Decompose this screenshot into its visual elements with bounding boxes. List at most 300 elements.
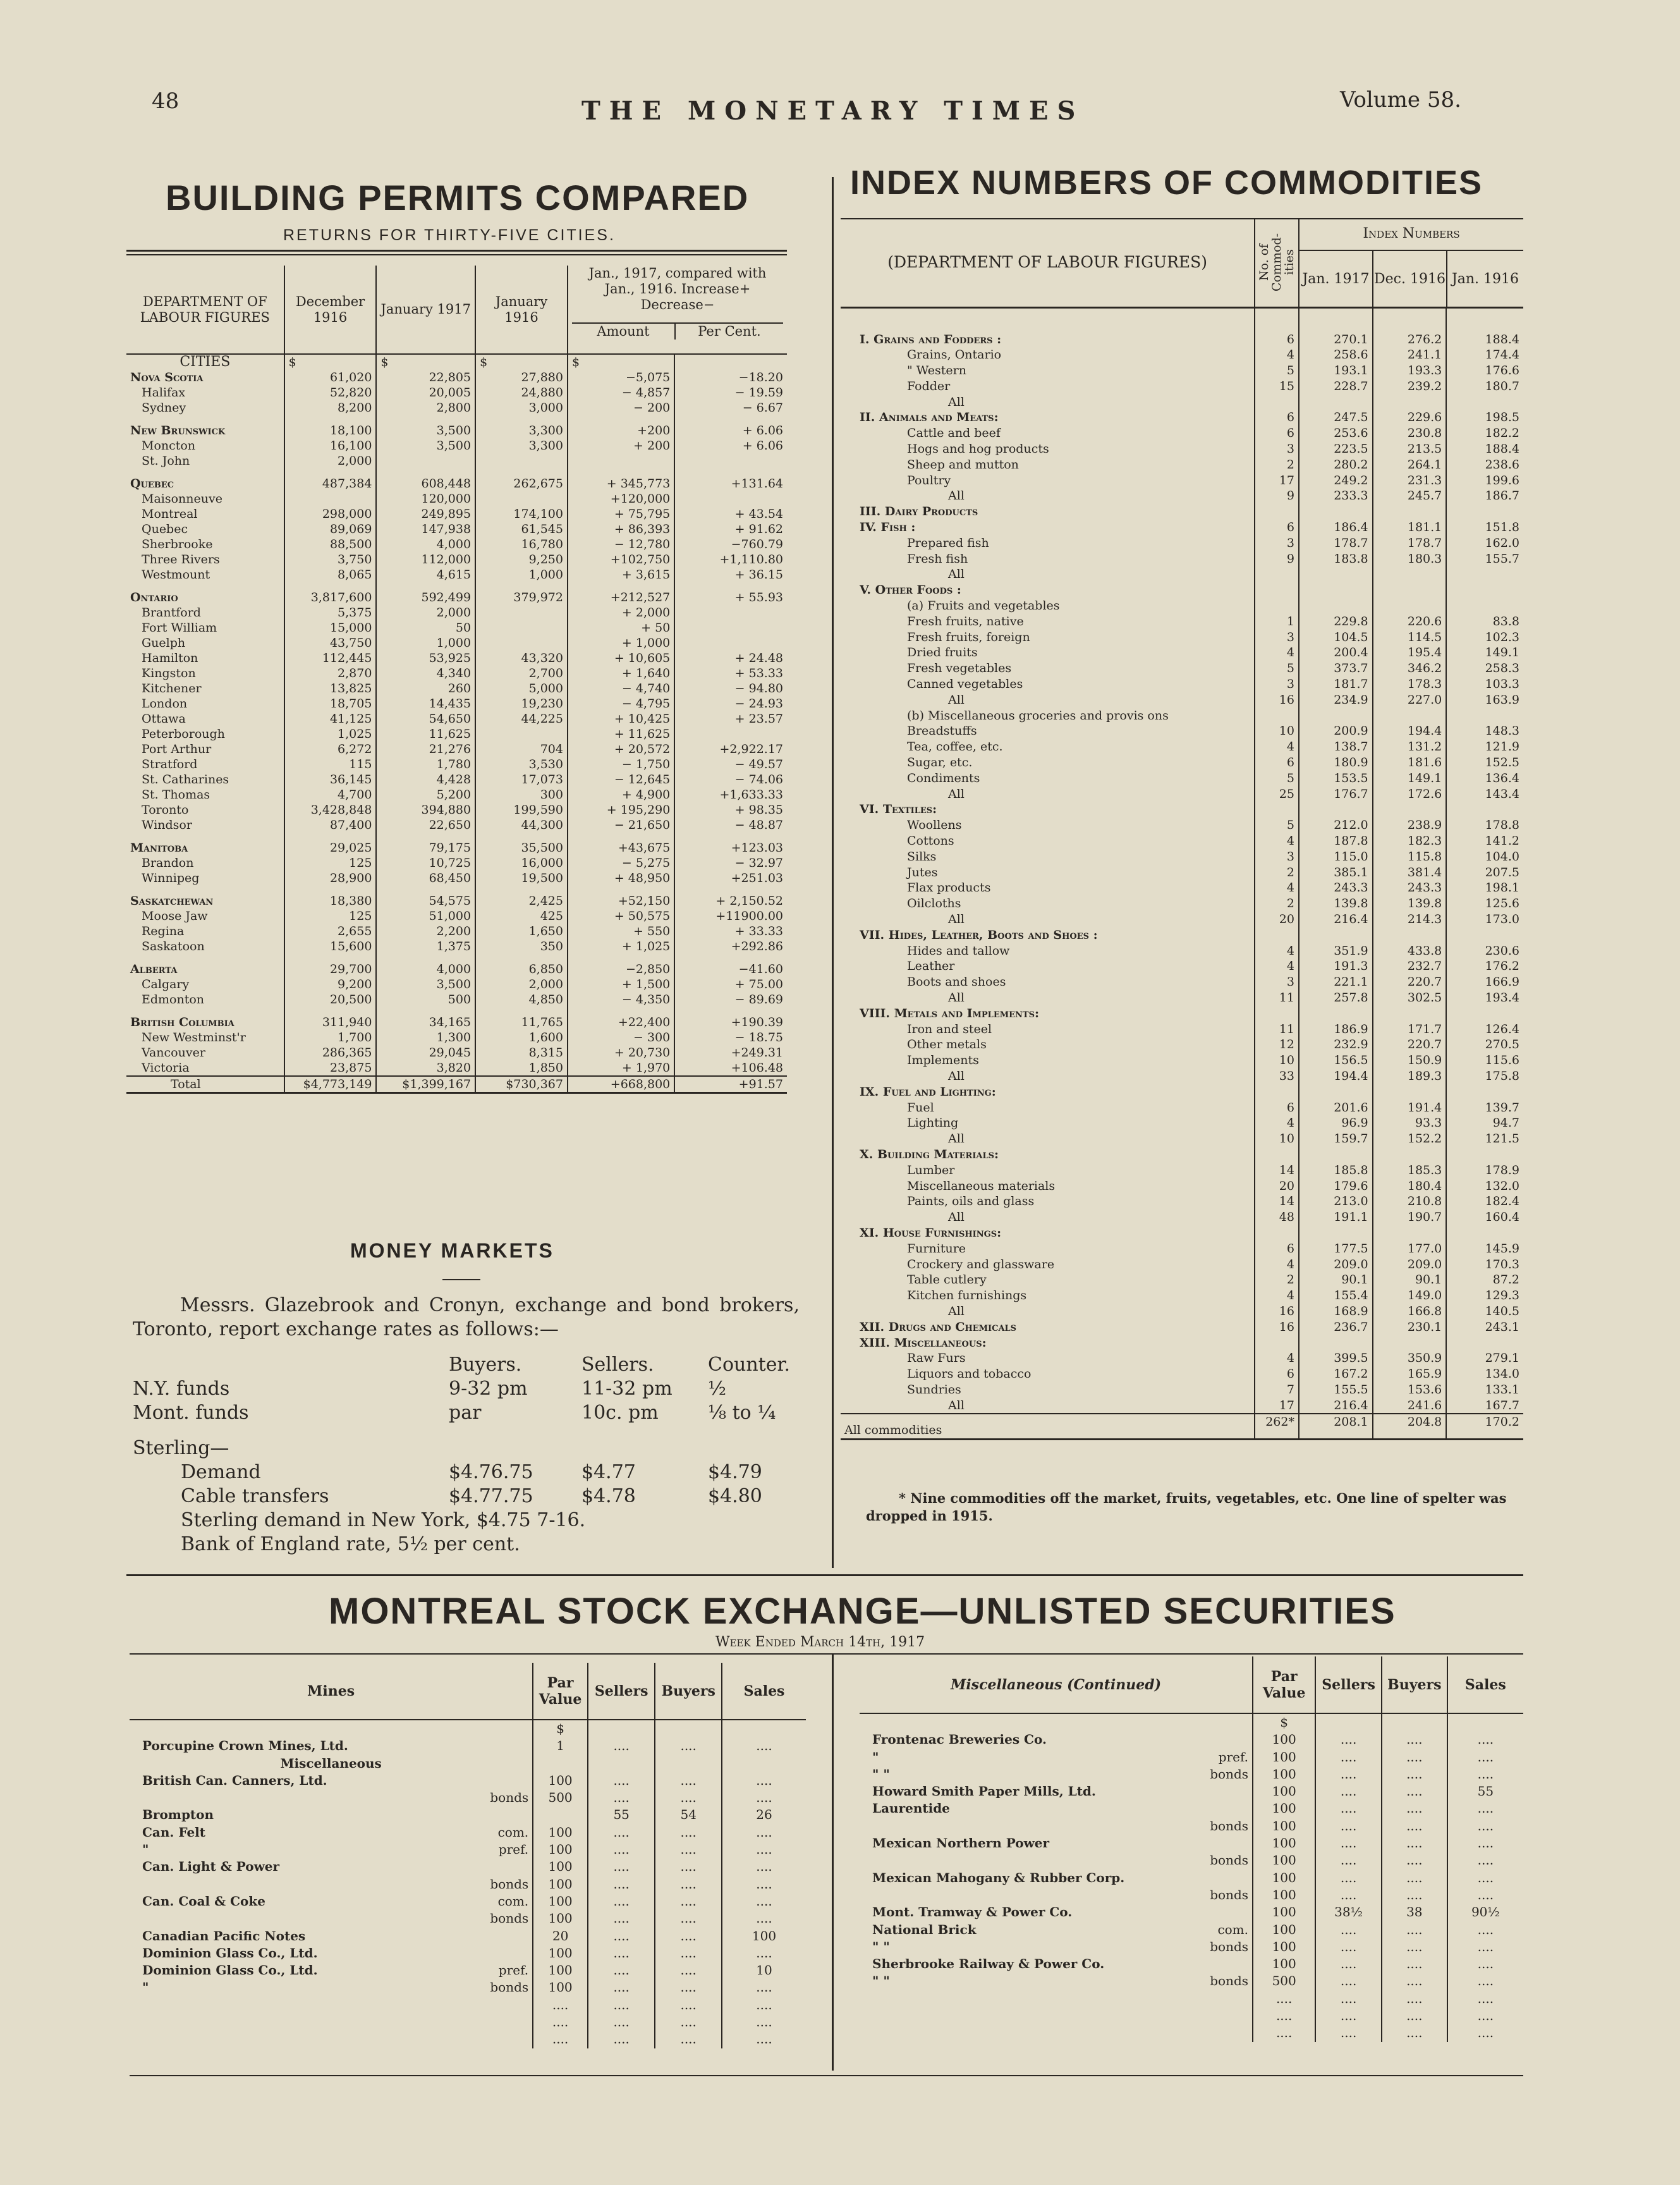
- ul-buyers: ....: [1382, 1818, 1447, 1835]
- ix-jan17: 180.9: [1299, 755, 1373, 771]
- ix-row-label: Prepared fish: [907, 536, 989, 550]
- ix-dec16: 229.6: [1373, 410, 1447, 425]
- bp-percent-value: +1,633.33: [674, 787, 787, 802]
- ul-sellers: ....: [588, 1772, 655, 1789]
- ul-left-row: [130, 1806, 806, 1823]
- ul-sales: ....: [722, 2014, 806, 2031]
- ix-jan17: [1299, 566, 1373, 582]
- ul-sales: ....: [1447, 1938, 1523, 1955]
- bp-city-name: Kingston: [142, 666, 196, 680]
- bp-amount-value: − 4,350: [568, 992, 674, 1007]
- bp-jan17-value: 22,650: [376, 817, 475, 833]
- ix-count: 2: [1255, 865, 1299, 881]
- ix-jan17: 253.6: [1299, 425, 1373, 441]
- mm-funds-buyers: 9-32 pm: [449, 1378, 528, 1400]
- ix-item-row: [841, 488, 1523, 504]
- bp-province-row: [126, 886, 787, 909]
- ix-jan17: 221.1: [1299, 974, 1373, 990]
- ix-row-label: Poultry: [907, 473, 951, 487]
- bp-city-name: St. John: [142, 454, 190, 468]
- bp-dec-value: 29,700: [284, 954, 377, 977]
- ul-sales: 10: [722, 1962, 806, 1979]
- bp-amount-value: + 20,730: [568, 1045, 674, 1060]
- bp-city-name: Sydney: [142, 401, 186, 415]
- ix-jan17: [1299, 504, 1373, 520]
- ul-left-row: [130, 2014, 806, 2031]
- ul-sales: [722, 1720, 806, 1737]
- bp-city-name: New Westminst'r: [142, 1031, 246, 1044]
- ul-buyers: ....: [1382, 1835, 1447, 1852]
- bp-amount-value: + 75,795: [568, 506, 674, 522]
- bp-col-percent: Per Cent.: [674, 324, 783, 340]
- ul-sales: ....: [722, 1997, 806, 2014]
- ul-security-type: [1170, 1783, 1253, 1800]
- ix-dec16: 139.8: [1373, 896, 1447, 912]
- bp-jan16-value: [475, 635, 568, 651]
- bp-source-header: DEPARTMENT OF LABOUR FIGURES: [140, 293, 270, 325]
- ix-jan17: 212.0: [1299, 817, 1373, 833]
- ul-security-type: com.: [1217, 1921, 1249, 1937]
- ix-dec16: 214.3: [1373, 912, 1447, 927]
- ix-dec16: [1373, 1147, 1447, 1163]
- bp-jan16-value: 1,850: [475, 1060, 568, 1076]
- bp-amount-value: + 48,950: [568, 871, 674, 886]
- bp-amount-value: −2,850: [568, 954, 674, 977]
- ul-par-value: 100: [1253, 1852, 1315, 1869]
- ul-buyers: ....: [1382, 1783, 1447, 1800]
- bp-percent-value: − 18.75: [674, 1030, 787, 1045]
- bp-jan17-value: 20,005: [376, 385, 475, 400]
- ul-sales: ....: [1447, 1766, 1523, 1783]
- bp-dec-value: 311,940: [284, 1007, 377, 1030]
- ix-row-label: Hogs and hog products: [907, 442, 1049, 456]
- bp-dec-value: 9,200: [284, 977, 377, 992]
- ix-jan17: 201.6: [1299, 1100, 1373, 1116]
- ix-dec16: 232.7: [1373, 958, 1447, 974]
- ix-row-label: All: [948, 489, 965, 503]
- ix-jan17: 90.1: [1299, 1272, 1373, 1288]
- ix-dec16: 346.2: [1373, 661, 1447, 676]
- bp-percent-value: + 55.93: [674, 582, 787, 605]
- ul-sales: ....: [722, 2031, 806, 2048]
- ix-jan16: [1446, 1225, 1523, 1241]
- ul-sales: 26: [722, 1806, 806, 1823]
- ul-security-type: [446, 1737, 533, 1754]
- bp-city-name: Moose Jaw: [142, 909, 208, 923]
- bp-jan16-value: 199,590: [475, 802, 568, 817]
- ix-dec16: 302.5: [1373, 990, 1447, 1006]
- bp-total-amount: +668,800: [568, 1076, 674, 1093]
- bp-city-name: Sherbrooke: [142, 537, 213, 551]
- ul-sellers: ....: [588, 1979, 655, 1996]
- bp-percent-value: − 24.93: [674, 696, 787, 711]
- ul-right-row: [860, 1818, 1523, 1835]
- ix-dec16: 193.3: [1373, 363, 1447, 379]
- ix-jan16: 121.9: [1446, 739, 1523, 755]
- mm-sterling-sellers: $4.77: [581, 1461, 636, 1483]
- ul-security-name: Mexican Mahogany & Rubber Corp.: [872, 1870, 1125, 1885]
- page-number: 48: [152, 89, 180, 114]
- ix-jan17: 176.7: [1299, 786, 1373, 802]
- bp-province-name: Manitoba: [130, 841, 188, 855]
- ul-security-type: [1170, 1904, 1253, 1921]
- bp-amount-value: +22,400: [568, 1007, 674, 1030]
- ix-count: 6: [1255, 410, 1299, 425]
- unlisted-right-table: [860, 1656, 1523, 2042]
- ix-jan16: 243.1: [1446, 1319, 1523, 1335]
- bp-city-row: [126, 939, 787, 954]
- ix-row-label: All: [948, 692, 965, 707]
- bp-percent-value: +190.39: [674, 1007, 787, 1030]
- ul-sales: ....: [722, 1737, 806, 1754]
- bp-city-row: [126, 400, 787, 415]
- bp-city-name: St. Catharines: [142, 773, 229, 786]
- ul-par-value: 100: [1253, 1818, 1315, 1835]
- ul-security-name: Dominion Glass Co., Ltd.: [142, 1945, 318, 1961]
- bp-city-row: [126, 651, 787, 666]
- ix-item-row: [841, 1194, 1523, 1209]
- ix-footnote: * Nine commodities off the market, fruits, vegetables, etc. One line of spelter was dropped in 1915.: [866, 1490, 1507, 1524]
- ix-jan17: 191.1: [1299, 1209, 1373, 1225]
- ix-count: 9: [1255, 488, 1299, 504]
- ix-jan16: [1446, 582, 1523, 598]
- ul-buyers: ....: [655, 1979, 722, 1996]
- ul-sellers: ....: [1315, 1783, 1382, 1800]
- bp-jan17-value: 112,000: [376, 552, 475, 567]
- bp-jan17-value: 50: [376, 620, 475, 635]
- bp-percent-value: [674, 453, 787, 468]
- ul-buyers: ....: [655, 1824, 722, 1841]
- ix-row-label: All: [948, 990, 965, 1005]
- bp-dec-value: 286,365: [284, 1045, 377, 1060]
- money-markets-title: MONEY MARKETS: [350, 1239, 554, 1262]
- ix-jan16: 129.3: [1446, 1288, 1523, 1304]
- bp-city-row: [126, 817, 787, 833]
- ul-security-type: pref.: [498, 1962, 529, 1978]
- ix-count: 48: [1255, 1209, 1299, 1225]
- bp-jan17-value: 1,375: [376, 939, 475, 954]
- ix-jan16: 94.7: [1446, 1115, 1523, 1131]
- ix-item-row: [841, 473, 1523, 489]
- bp-dec-value: 487,384: [284, 468, 377, 491]
- ul-sales: [722, 1755, 806, 1772]
- bp-city-name: Calgary: [142, 977, 190, 991]
- ix-dec16: 220.7: [1373, 1037, 1447, 1053]
- bp-city-row: [126, 453, 787, 468]
- ul-sales: ....: [1447, 1887, 1523, 1904]
- bp-jan17-value: 500: [376, 992, 475, 1007]
- ix-item-row: [841, 1053, 1523, 1068]
- ul-security-name: [130, 1720, 446, 1737]
- ix-item-row: [841, 1366, 1523, 1382]
- ix-jan16: [1446, 1335, 1523, 1351]
- bp-percent-value: + 24.48: [674, 651, 787, 666]
- ix-jan17: 247.5: [1299, 410, 1373, 425]
- ix-col-count: No. of Commod-ities: [1257, 233, 1297, 292]
- ix-count: [1255, 598, 1299, 614]
- bp-city-name: Saskatoon: [142, 939, 205, 953]
- bp-jan17-value: 3,500: [376, 977, 475, 992]
- ix-row-label: All: [948, 1210, 965, 1225]
- mm-sterling-label: Demand: [181, 1461, 261, 1483]
- ix-dec16: 230.1: [1373, 1319, 1447, 1335]
- ix-row-label: All: [948, 567, 965, 582]
- ul-buyers: ....: [1382, 1938, 1447, 1955]
- ul-sellers: ....: [588, 1962, 655, 1979]
- ix-row-label: Sugar, etc.: [907, 756, 973, 770]
- bp-total-jan16: $730,367: [475, 1076, 568, 1093]
- ix-jan17: 186.4: [1299, 520, 1373, 536]
- ix-col-dec16: Dec. 1916: [1372, 251, 1446, 307]
- ul-security-type: bonds: [1210, 1973, 1249, 1989]
- bp-city-name: Edmonton: [142, 993, 205, 1007]
- ix-count: 17: [1255, 473, 1299, 489]
- bp-dec-value: 2,870: [284, 666, 377, 681]
- ix-item-row: [841, 1398, 1523, 1414]
- ix-count: 16: [1255, 1304, 1299, 1319]
- bp-percent-value: − 48.87: [674, 817, 787, 833]
- bp-province-row: [126, 582, 787, 605]
- ix-jan17: [1299, 708, 1373, 724]
- ix-jan16: 126.4: [1446, 1022, 1523, 1037]
- bp-city-name: Victoria: [142, 1061, 190, 1075]
- ix-dec16: 191.4: [1373, 1100, 1447, 1116]
- ul-right-row: [860, 1904, 1523, 1921]
- ix-dec16: 115.8: [1373, 849, 1447, 865]
- ix-item-row: [841, 395, 1523, 410]
- ul-security-type: [1170, 1713, 1253, 1731]
- bp-jan17-value: 120,000: [376, 491, 475, 506]
- bp-jan17-value: 34,165: [376, 1007, 475, 1030]
- ix-dec16: 178.7: [1373, 536, 1447, 551]
- mm-funds-sellers: 11-32 pm: [581, 1378, 673, 1400]
- mm-funds-row: [133, 1377, 803, 1401]
- ix-count: 5: [1255, 771, 1299, 786]
- bp-dec-value: 89,069: [284, 522, 377, 537]
- ix-row-label: All: [948, 1068, 965, 1083]
- ul-sales: ....: [722, 1945, 806, 1962]
- bp-province-row: [126, 415, 787, 438]
- ix-item-row: [841, 1382, 1523, 1398]
- ix-item-row: [841, 771, 1523, 786]
- bp-percent-value: +249.31: [674, 1045, 787, 1060]
- bp-percent-value: −760.79: [674, 537, 787, 552]
- ix-item-row: [841, 943, 1523, 959]
- bp-jan16-value: 44,300: [475, 817, 568, 833]
- ul-sales: ....: [722, 1824, 806, 1841]
- bp-city-row: [126, 696, 787, 711]
- ul-left-row: [130, 1979, 806, 1996]
- ul-sales: ....: [1447, 1870, 1523, 1887]
- bp-currency: $: [376, 354, 475, 370]
- bp-city-name: Windsor: [142, 818, 192, 832]
- bp-jan17-value: 1,300: [376, 1030, 475, 1045]
- bp-percent-value: + 2,150.52: [674, 886, 787, 909]
- ix-row-label: Breadstuffs: [907, 724, 977, 738]
- ix-count: 12: [1255, 1037, 1299, 1053]
- bp-city-row: [126, 635, 787, 651]
- ix-jan16: 167.7: [1446, 1398, 1523, 1414]
- ix-item-row: [841, 551, 1523, 567]
- ul-security-type: [1170, 2007, 1253, 2024]
- bp-amount-value: + 10,425: [568, 711, 674, 726]
- bp-jan16-value: 8,315: [475, 1045, 568, 1060]
- ix-jan16: 139.7: [1446, 1100, 1523, 1116]
- ul-security-name: ": [142, 1842, 149, 1858]
- bp-dec-value: 29,025: [284, 833, 377, 855]
- ix-dec16: 180.3: [1373, 551, 1447, 567]
- ul-left-row: [130, 1945, 806, 1962]
- ul-security-name: British Can. Canners, Ltd.: [142, 1772, 327, 1788]
- ul-left-row: [130, 1910, 806, 1927]
- ix-item-row: [841, 755, 1523, 771]
- ul-buyers: ....: [655, 1893, 722, 1910]
- ix-jan17: [1299, 1084, 1373, 1100]
- bp-city-name: Regina: [142, 924, 185, 938]
- ul-security-name: [130, 1997, 446, 2014]
- bp-percent-value: − 89.69: [674, 992, 787, 1007]
- ul-sellers: ....: [1315, 1852, 1382, 1869]
- ix-item-row: [841, 833, 1523, 849]
- ix-item-row: [841, 1022, 1523, 1037]
- volume-label: Volume 58.: [1340, 87, 1461, 113]
- bp-dec-value: 5,375: [284, 605, 377, 620]
- bp-jan16-value: 262,675: [475, 468, 568, 491]
- bp-amount-value: − 4,857: [568, 385, 674, 400]
- ix-dec16: 152.2: [1373, 1131, 1447, 1147]
- ul-right-row: [860, 1921, 1523, 1938]
- ix-jan17: 249.2: [1299, 473, 1373, 489]
- bp-jan16-value: 2,000: [475, 977, 568, 992]
- ul-par-value: 500: [1253, 1973, 1315, 1990]
- ix-count: [1255, 1006, 1299, 1022]
- ul-buyers: ....: [1382, 1973, 1447, 1990]
- ix-dec16: 238.9: [1373, 817, 1447, 833]
- ix-row-label: X. Building Materials:: [860, 1147, 999, 1161]
- bp-jan16-value: 3,530: [475, 757, 568, 772]
- ix-row-label: XII. Drugs and Chemicals: [860, 1319, 1017, 1334]
- ul-par-value: 100: [533, 1841, 588, 1858]
- ul-right-row: [860, 1749, 1523, 1766]
- ul-security-name: Can. Felt: [142, 1824, 206, 1840]
- ul-right-row: [860, 2007, 1523, 2024]
- ix-jan17: 229.8: [1299, 614, 1373, 630]
- bp-dec-value: 2,000: [284, 453, 377, 468]
- bp-jan17-value: 14,435: [376, 696, 475, 711]
- ul-security-name: Mont. Tramway & Power Co.: [872, 1904, 1073, 1920]
- ul-left-col-buyers: Buyers: [655, 1663, 722, 1720]
- ul-par-value: 100: [533, 1772, 588, 1789]
- ix-count: 14: [1255, 1163, 1299, 1178]
- ul-security-type: bonds: [1210, 1887, 1249, 1902]
- ix-count: 3: [1255, 974, 1299, 990]
- bp-jan17-value: 249,895: [376, 506, 475, 522]
- ix-jan17: 159.7: [1299, 1131, 1373, 1147]
- ul-par-value: 100: [533, 1962, 588, 1979]
- ix-item-row: [841, 849, 1523, 865]
- ix-count: 14: [1255, 1194, 1299, 1209]
- ix-count: [1255, 566, 1299, 582]
- ix-item-row: [841, 958, 1523, 974]
- mm-funds-sellers: 10c. pm: [581, 1402, 659, 1424]
- ul-par-value: 100: [1253, 1921, 1315, 1938]
- ix-item-row: [841, 566, 1523, 582]
- bp-jan16-value: 1,000: [475, 567, 568, 582]
- ix-row-label: Fodder: [907, 379, 951, 393]
- ul-left-row: [130, 1720, 806, 1737]
- bp-dec-value: 36,145: [284, 772, 377, 787]
- ix-jan16: 136.4: [1446, 771, 1523, 786]
- ul-sellers: ....: [1315, 2024, 1382, 2041]
- ul-buyers: ....: [1382, 1766, 1447, 1783]
- ix-count: 11: [1255, 1022, 1299, 1037]
- bp-amount-value: + 1,500: [568, 977, 674, 992]
- ul-right-row: [860, 1731, 1523, 1748]
- bp-province-name: Nova Scotia: [130, 370, 204, 384]
- bp-jan16-value: 1,600: [475, 1030, 568, 1045]
- bp-dec-value: 4,700: [284, 787, 377, 802]
- bp-amount-value: − 300: [568, 1030, 674, 1045]
- bp-dec-value: 125: [284, 855, 377, 871]
- ul-security-name: [130, 1910, 446, 1927]
- ul-security-name: Can. Light & Power: [142, 1859, 280, 1875]
- bp-city-name: Vancouver: [142, 1046, 205, 1060]
- ix-category-row: [841, 1335, 1523, 1351]
- bp-city-name: London: [142, 697, 188, 711]
- bp-dec-value: 3,428,848: [284, 802, 377, 817]
- ix-jan17: [1299, 582, 1373, 598]
- ix-dec16: 189.3: [1373, 1068, 1447, 1084]
- bp-amount-value: + 550: [568, 924, 674, 939]
- ix-row-label: Table cutlery: [907, 1273, 987, 1287]
- ix-jan16: 180.7: [1446, 379, 1523, 395]
- bp-percent-value: [674, 726, 787, 742]
- ix-jan16: 188.4: [1446, 332, 1523, 348]
- bp-city-row: [126, 726, 787, 742]
- ul-security-type: bonds: [490, 1911, 529, 1926]
- ix-dec16: 166.8: [1373, 1304, 1447, 1319]
- ix-jan17: 155.5: [1299, 1382, 1373, 1398]
- ix-item-row: [841, 425, 1523, 441]
- bp-city-row: [126, 567, 787, 582]
- ul-par-value: ....: [1253, 2024, 1315, 2041]
- ul-par-value: 100: [533, 1979, 588, 1996]
- bp-jan16-value: 17,073: [475, 772, 568, 787]
- ul-security-type: [1170, 2024, 1253, 2041]
- ix-jan17: 200.4: [1299, 645, 1373, 661]
- mm-funds-counter: ⅛ to ¼: [708, 1402, 776, 1424]
- bp-city-name: Hamilton: [142, 651, 198, 665]
- ix-jan16: 258.3: [1446, 661, 1523, 676]
- bp-jan17-value: 4,428: [376, 772, 475, 787]
- ix-dec16: 195.4: [1373, 645, 1447, 661]
- ix-jan16: 199.6: [1446, 473, 1523, 489]
- bp-amount-value: +43,675: [568, 833, 674, 855]
- ix-jan16: 279.1: [1446, 1350, 1523, 1366]
- ix-jan16: 198.5: [1446, 410, 1523, 425]
- ix-item-row: [841, 786, 1523, 802]
- mm-sterling-counter: $4.79: [708, 1461, 762, 1483]
- ix-count: 16: [1255, 692, 1299, 708]
- mm-col-counter: Counter.: [708, 1354, 791, 1376]
- ul-security-name: " ": [872, 1938, 890, 1954]
- ul-right-col-sales: Sales: [1447, 1656, 1523, 1713]
- ul-security-name: [130, 2014, 446, 2031]
- bp-jan16-value: 9,250: [475, 552, 568, 567]
- ix-dec16: 209.0: [1373, 1257, 1447, 1273]
- ul-security-name: Can. Coal & Coke: [142, 1893, 265, 1909]
- ul-sellers: ....: [1315, 1887, 1382, 1904]
